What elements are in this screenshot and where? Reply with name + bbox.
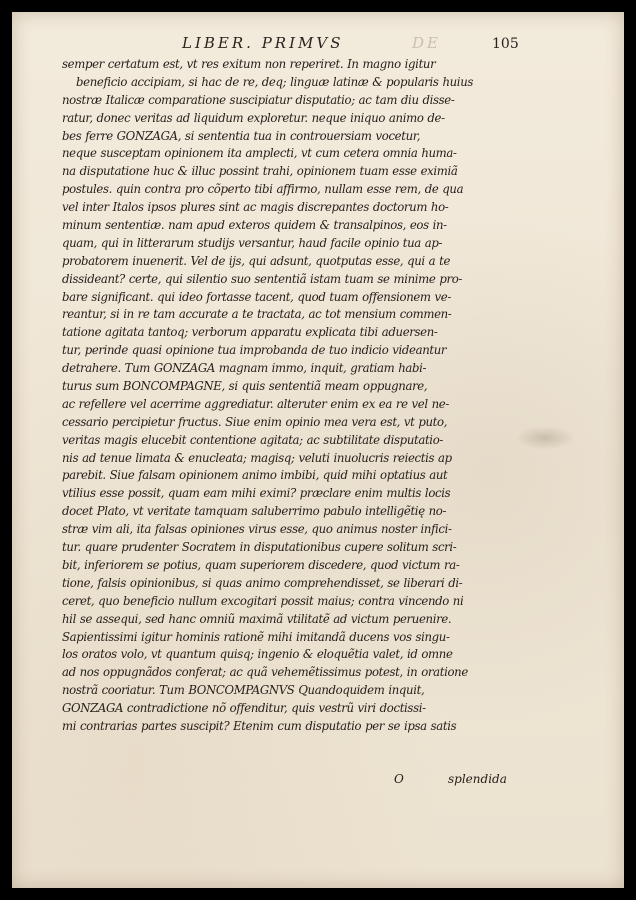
text-line: docet Plato, vt veritate tamquam saluberrimo pabulo intelligẽtię no-	[62, 504, 447, 519]
text-line: semper certatum est, vt res exitum non reperiret. In magno igitur	[62, 57, 436, 71]
text-line: minum sententiæ. nam apud exteros quidem & transalpinos, eos in-	[62, 218, 447, 233]
text-line: quam, qui in litterarum studijs versantur, haud facile opinio tua ap-	[62, 235, 443, 250]
text-line: beneficio accipiam, si hac de re, deq; linguæ latinæ & popularis huius	[76, 74, 474, 89]
text-line: probatorem inuenerit. Vel de ijs, qui adsunt, quotputas esse, qui a te	[62, 253, 451, 268]
text-line: reantur, si in re tam accurate a te tractata, ac tot mensium commen-	[62, 307, 452, 322]
text-line: los oratos volo, vt quantum quisq; ingenio & eloquẽtia valet, id omne	[62, 647, 453, 662]
running-head: LIBER. PRIMVS	[182, 34, 344, 52]
text-line: tione, falsis opinionibus, si quas animo comprehendisset, se liberari di-	[62, 575, 463, 590]
ink-stain	[515, 426, 575, 450]
text-line: bare significant. qui ideo fortasse tacent, quod tuam offensionem ve-	[62, 289, 451, 304]
text-line: cessario percipietur fructus. Siue enim opinio mea vera est, vt puto,	[62, 414, 448, 429]
bleed-through-text: DE	[412, 34, 441, 52]
text-line: vel inter Italos ipsos plures sint ac magis discrepantes doctorum ho-	[62, 200, 449, 215]
text-line: mi contrarias partes suscipit? Etenim cum disputatio per se ipsa satis	[62, 718, 457, 733]
text-line: stræ vim ali, ita falsas opiniones virus esse, quo animus noster infici-	[62, 522, 452, 537]
text-line: vtilius esse possit, quam eam mihi eximi? præclare enim multis locis	[62, 486, 451, 501]
text-line: ceret, quo beneficio nullum excogitari possit maius; contra vincendo ni	[62, 593, 464, 608]
text-line: na disputatione huc & illuc possint trahi, opinionem tuam esse eximiã	[62, 164, 458, 179]
text-line: nis ad tenue limata & enucleata; magisq; veluti inuolucris reiectis ap	[62, 450, 452, 465]
text-line: bes ferre GONZAGA, si sententia tua in controuersiam vocetur,	[62, 128, 421, 143]
text-line: dissideant? certe, qui silentio suo sententiã istam tuam se minime pro-	[62, 271, 462, 286]
text-line: parebit. Siue falsam opinionem animo imbibi, quid mihi optatius aut	[62, 468, 448, 483]
text-line: bit, inferiorem se potius, quam superiorem discedere, quod victum ra-	[62, 557, 460, 572]
body-text	[62, 56, 514, 736]
catchword: splendida	[448, 772, 507, 786]
text-line: tur, perinde quasi opinione tua improbanda de tuo indicio videantur	[62, 343, 447, 358]
text-line: nostrã cooriatur. Tum BONCOMPAGNVS Quandoquidem inquit,	[62, 683, 425, 698]
text-line: ratur, donec veritas ad liquidum exploretur. neque iniquo animo de-	[62, 110, 445, 125]
text-line: turus sum BONCOMPAGNE, si quis sententiã meam oppugnare,	[62, 379, 428, 394]
folio-number: 105	[492, 36, 519, 52]
signature-mark: O	[394, 772, 404, 786]
text-line: tur. quare prudenter Socratem in disputationibus cupere solitum scri-	[62, 540, 457, 555]
text-line: neque susceptam opinionem ita amplecti, vt cum cetera omnia huma-	[62, 146, 457, 161]
text-line: Sapientissimi igitur hominis rationẽ mihi imitandã ducens vos singu-	[62, 629, 450, 644]
text-line: GONZAGA contradictione nõ offenditur, quis vestrũ viri doctissi-	[62, 701, 426, 716]
text-line: postules. quin contra pro cõperto tibi affirmo, nullam esse rem, de qua	[62, 182, 464, 197]
text-line: ac refellere vel acerrime aggrediatur. alteruter enim ex ea re vel ne-	[62, 396, 449, 411]
text-line: ad nos oppugnãdos conferat; ac quã vehemẽtissimus potest, in oratione	[62, 665, 468, 680]
text-line: nostræ Italicæ comparatione suscipiatur disputatio; ac tam diu disse-	[62, 92, 455, 107]
book-page	[12, 12, 624, 888]
text-line: detrahere. Tum GONZAGA magnam immo, inquit, gratiam habi-	[62, 361, 427, 376]
text-line: veritas magis elucebit contentione agitata; ac subtilitate disputatio-	[62, 432, 443, 447]
text-line: hil se assequi, sed hanc omniũ maximã vtilitatẽ ad victum peruenire.	[62, 611, 452, 626]
text-line: tatione agitata tantoq; verborum apparatu explicata tibi aduersen-	[62, 325, 438, 340]
